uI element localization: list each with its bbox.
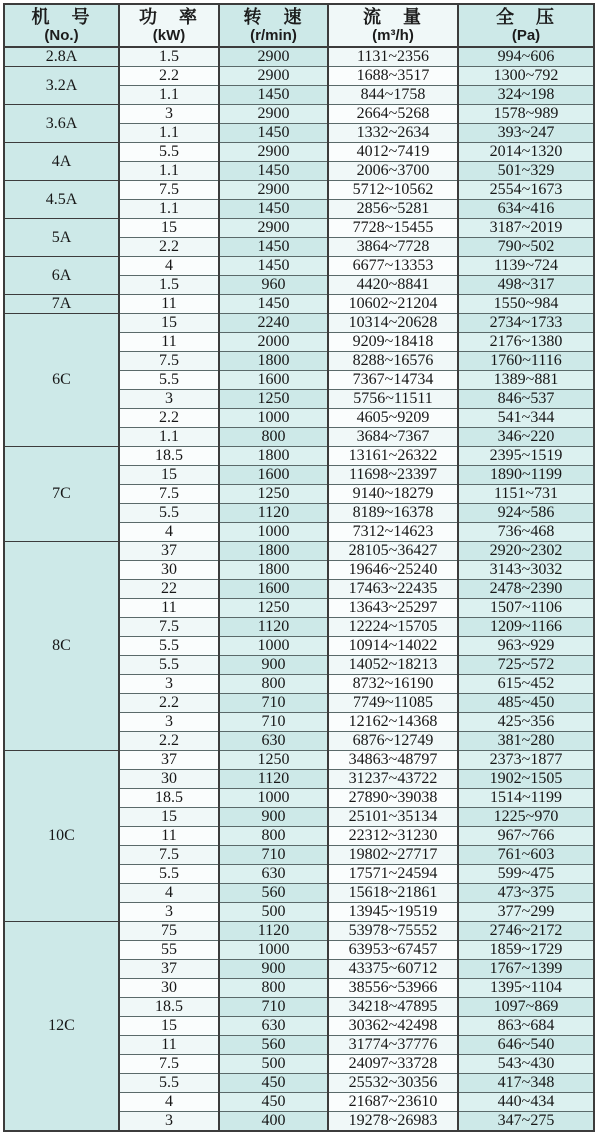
flow-cell: 6876~12749 xyxy=(328,732,458,751)
header-power-title: 功 率 xyxy=(139,7,199,27)
power-cell: 7.5 xyxy=(119,181,219,200)
pressure-cell: 324~198 xyxy=(458,86,594,105)
speed-cell: 800 xyxy=(219,428,328,447)
speed-cell: 710 xyxy=(219,694,328,713)
pressure-cell: 863~684 xyxy=(458,1017,594,1036)
power-cell: 5.5 xyxy=(119,371,219,390)
table-row xyxy=(4,922,594,941)
speed-cell: 900 xyxy=(219,656,328,675)
flow-cell: 8189~16378 xyxy=(328,504,458,523)
power-cell: 75 xyxy=(119,922,219,941)
spec-table-body xyxy=(4,47,594,1131)
power-cell: 18.5 xyxy=(119,447,219,466)
table-row xyxy=(4,105,594,124)
speed-cell: 710 xyxy=(219,713,328,732)
flow-cell: 2664~5268 xyxy=(328,105,458,124)
speed-cell: 2900 xyxy=(219,143,328,162)
flow-cell: 30362~42498 xyxy=(328,1017,458,1036)
flow-cell: 63953~67457 xyxy=(328,941,458,960)
flow-cell: 43375~60712 xyxy=(328,960,458,979)
pressure-cell: 634~416 xyxy=(458,200,594,219)
pressure-cell: 599~475 xyxy=(458,865,594,884)
flow-cell: 5712~10562 xyxy=(328,181,458,200)
speed-cell: 800 xyxy=(219,827,328,846)
speed-cell: 400 xyxy=(219,1112,328,1132)
flow-cell: 38556~53966 xyxy=(328,979,458,998)
power-cell: 7.5 xyxy=(119,1055,219,1074)
header-model-unit: (No.) xyxy=(44,27,79,44)
power-cell: 1.1 xyxy=(119,428,219,447)
model-cell: 7C xyxy=(4,447,119,542)
flow-cell: 19802~27717 xyxy=(328,846,458,865)
power-cell: 11 xyxy=(119,295,219,314)
power-cell: 1.1 xyxy=(119,124,219,143)
power-cell: 3 xyxy=(119,675,219,694)
pressure-cell: 2920~2302 xyxy=(458,542,594,561)
flow-cell: 11698~23397 xyxy=(328,466,458,485)
speed-cell: 2900 xyxy=(219,105,328,124)
power-cell: 2.2 xyxy=(119,732,219,751)
flow-cell: 4012~7419 xyxy=(328,143,458,162)
power-cell: 18.5 xyxy=(119,998,219,1017)
flow-cell: 19278~26983 xyxy=(328,1112,458,1132)
speed-cell: 1120 xyxy=(219,770,328,789)
table-row xyxy=(4,181,594,200)
flow-cell: 13643~25297 xyxy=(328,599,458,618)
speed-cell: 900 xyxy=(219,960,328,979)
power-cell: 4 xyxy=(119,523,219,542)
flow-cell: 2856~5281 xyxy=(328,200,458,219)
pressure-cell: 1395~1104 xyxy=(458,979,594,998)
power-cell: 22 xyxy=(119,580,219,599)
speed-cell: 500 xyxy=(219,903,328,922)
speed-cell: 960 xyxy=(219,276,328,295)
pressure-cell: 1859~1729 xyxy=(458,941,594,960)
table-row xyxy=(4,143,594,162)
speed-cell: 1800 xyxy=(219,352,328,371)
pressure-cell: 3187~2019 xyxy=(458,219,594,238)
power-cell: 15 xyxy=(119,1017,219,1036)
flow-cell: 12224~15705 xyxy=(328,618,458,637)
pressure-cell: 1890~1199 xyxy=(458,466,594,485)
speed-cell: 800 xyxy=(219,675,328,694)
pressure-cell: 1514~1199 xyxy=(458,789,594,808)
speed-cell: 1000 xyxy=(219,409,328,428)
speed-cell: 2900 xyxy=(219,181,328,200)
flow-cell: 10914~14022 xyxy=(328,637,458,656)
pressure-cell: 1550~984 xyxy=(458,295,594,314)
header-power xyxy=(119,4,219,47)
pressure-cell: 761~603 xyxy=(458,846,594,865)
flow-cell: 8732~16190 xyxy=(328,675,458,694)
table-row xyxy=(4,219,594,238)
speed-cell: 1000 xyxy=(219,789,328,808)
model-cell: 10C xyxy=(4,751,119,922)
flow-cell: 19646~25240 xyxy=(328,561,458,580)
speed-cell: 1600 xyxy=(219,580,328,599)
power-cell: 2.2 xyxy=(119,409,219,428)
speed-cell: 1000 xyxy=(219,941,328,960)
model-cell: 4.5A xyxy=(4,181,119,219)
flow-cell: 12162~14368 xyxy=(328,713,458,732)
speed-cell: 1120 xyxy=(219,618,328,637)
model-cell: 4A xyxy=(4,143,119,181)
power-cell: 7.5 xyxy=(119,352,219,371)
flow-cell: 34218~47895 xyxy=(328,998,458,1017)
speed-cell: 560 xyxy=(219,884,328,903)
power-cell: 1.1 xyxy=(119,200,219,219)
pressure-cell: 2395~1519 xyxy=(458,447,594,466)
power-cell: 5.5 xyxy=(119,143,219,162)
pressure-cell: 381~280 xyxy=(458,732,594,751)
speed-cell: 900 xyxy=(219,808,328,827)
table-header xyxy=(4,4,594,47)
pressure-cell: 1578~989 xyxy=(458,105,594,124)
flow-cell: 25101~35134 xyxy=(328,808,458,827)
speed-cell: 710 xyxy=(219,998,328,1017)
header-pressure-unit: (Pa) xyxy=(511,27,541,44)
table-row xyxy=(4,314,594,333)
pressure-cell: 2373~1877 xyxy=(458,751,594,770)
power-cell: 4 xyxy=(119,884,219,903)
power-cell: 3 xyxy=(119,713,219,732)
power-cell: 11 xyxy=(119,827,219,846)
power-cell: 3 xyxy=(119,390,219,409)
flow-cell: 31774~37776 xyxy=(328,1036,458,1055)
speed-cell: 1800 xyxy=(219,542,328,561)
pressure-cell: 1760~1116 xyxy=(458,352,594,371)
power-cell: 3 xyxy=(119,903,219,922)
fan-spec-table xyxy=(3,3,595,1132)
power-cell: 30 xyxy=(119,979,219,998)
pressure-cell: 1139~724 xyxy=(458,257,594,276)
pressure-cell: 1225~970 xyxy=(458,808,594,827)
pressure-cell: 473~375 xyxy=(458,884,594,903)
table-row xyxy=(4,47,594,67)
pressure-cell: 425~356 xyxy=(458,713,594,732)
pressure-cell: 2746~2172 xyxy=(458,922,594,941)
speed-cell: 2900 xyxy=(219,219,328,238)
flow-cell: 13945~19519 xyxy=(328,903,458,922)
pressure-cell: 2734~1733 xyxy=(458,314,594,333)
pressure-cell: 2014~1320 xyxy=(458,143,594,162)
model-cell: 5A xyxy=(4,219,119,257)
power-cell: 5.5 xyxy=(119,1074,219,1093)
power-cell: 2.2 xyxy=(119,238,219,257)
power-cell: 1.1 xyxy=(119,162,219,181)
speed-cell: 710 xyxy=(219,846,328,865)
flow-cell: 25532~30356 xyxy=(328,1074,458,1093)
header-power-unit: (kW) xyxy=(152,27,186,44)
header-speed-title: 转 速 xyxy=(243,7,304,27)
table-row xyxy=(4,751,594,770)
header-flow-title: 流 量 xyxy=(363,7,423,27)
power-cell: 2.2 xyxy=(119,694,219,713)
power-cell: 37 xyxy=(119,542,219,561)
flow-cell: 2006~3700 xyxy=(328,162,458,181)
pressure-cell: 3143~3032 xyxy=(458,561,594,580)
speed-cell: 2900 xyxy=(219,67,328,86)
speed-cell: 1250 xyxy=(219,485,328,504)
flow-cell: 7367~14734 xyxy=(328,371,458,390)
flow-cell: 844~1758 xyxy=(328,86,458,105)
flow-cell: 4420~8841 xyxy=(328,276,458,295)
speed-cell: 2900 xyxy=(219,47,328,67)
flow-cell: 31237~43722 xyxy=(328,770,458,789)
pressure-cell: 725~572 xyxy=(458,656,594,675)
flow-cell: 27890~39038 xyxy=(328,789,458,808)
model-cell: 3.2A xyxy=(4,67,119,105)
flow-cell: 28105~36427 xyxy=(328,542,458,561)
speed-cell: 1120 xyxy=(219,922,328,941)
model-cell: 6A xyxy=(4,257,119,295)
pressure-cell: 1300~792 xyxy=(458,67,594,86)
pressure-cell: 967~766 xyxy=(458,827,594,846)
pressure-cell: 1767~1399 xyxy=(458,960,594,979)
flow-cell: 22312~31230 xyxy=(328,827,458,846)
flow-cell: 3864~7728 xyxy=(328,238,458,257)
power-cell: 7.5 xyxy=(119,846,219,865)
power-cell: 11 xyxy=(119,1036,219,1055)
speed-cell: 1450 xyxy=(219,162,328,181)
power-cell: 11 xyxy=(119,333,219,352)
flow-cell: 1688~3517 xyxy=(328,67,458,86)
flow-cell: 8288~16576 xyxy=(328,352,458,371)
speed-cell: 2240 xyxy=(219,314,328,333)
pressure-cell: 790~502 xyxy=(458,238,594,257)
pressure-cell: 440~434 xyxy=(458,1093,594,1112)
flow-cell: 13161~26322 xyxy=(328,447,458,466)
speed-cell: 2000 xyxy=(219,333,328,352)
header-speed xyxy=(219,4,328,47)
model-cell: 7A xyxy=(4,295,119,314)
speed-cell: 630 xyxy=(219,732,328,751)
pressure-cell: 1507~1106 xyxy=(458,599,594,618)
pressure-cell: 541~344 xyxy=(458,409,594,428)
speed-cell: 1250 xyxy=(219,390,328,409)
speed-cell: 1800 xyxy=(219,447,328,466)
pressure-cell: 736~468 xyxy=(458,523,594,542)
power-cell: 2.2 xyxy=(119,67,219,86)
flow-cell: 7312~14623 xyxy=(328,523,458,542)
pressure-cell: 994~606 xyxy=(458,47,594,67)
pressure-cell: 2478~2390 xyxy=(458,580,594,599)
flow-cell: 1131~2356 xyxy=(328,47,458,67)
speed-cell: 630 xyxy=(219,1017,328,1036)
pressure-cell: 1097~869 xyxy=(458,998,594,1017)
pressure-cell: 346~220 xyxy=(458,428,594,447)
pressure-cell: 646~540 xyxy=(458,1036,594,1055)
pressure-cell: 1151~731 xyxy=(458,485,594,504)
flow-cell: 17571~24594 xyxy=(328,865,458,884)
pressure-cell: 846~537 xyxy=(458,390,594,409)
flow-cell: 14052~18213 xyxy=(328,656,458,675)
pressure-cell: 963~929 xyxy=(458,637,594,656)
power-cell: 37 xyxy=(119,960,219,979)
pressure-cell: 377~299 xyxy=(458,903,594,922)
power-cell: 5.5 xyxy=(119,637,219,656)
table-row xyxy=(4,447,594,466)
speed-cell: 560 xyxy=(219,1036,328,1055)
model-cell: 3.6A xyxy=(4,105,119,143)
speed-cell: 1600 xyxy=(219,466,328,485)
speed-cell: 1450 xyxy=(219,295,328,314)
pressure-cell: 347~275 xyxy=(458,1112,594,1132)
speed-cell: 1450 xyxy=(219,238,328,257)
speed-cell: 1800 xyxy=(219,561,328,580)
pressure-cell: 1209~1166 xyxy=(458,618,594,637)
header-row xyxy=(4,4,594,47)
pressure-cell: 2176~1380 xyxy=(458,333,594,352)
speed-cell: 1600 xyxy=(219,371,328,390)
power-cell: 15 xyxy=(119,314,219,333)
header-model xyxy=(4,4,119,47)
power-cell: 1.5 xyxy=(119,276,219,295)
flow-cell: 10602~21204 xyxy=(328,295,458,314)
flow-cell: 15618~21861 xyxy=(328,884,458,903)
power-cell: 30 xyxy=(119,770,219,789)
flow-cell: 21687~23610 xyxy=(328,1093,458,1112)
flow-cell: 10314~20628 xyxy=(328,314,458,333)
pressure-cell: 2554~1673 xyxy=(458,181,594,200)
pressure-cell: 615~452 xyxy=(458,675,594,694)
flow-cell: 3684~7367 xyxy=(328,428,458,447)
power-cell: 30 xyxy=(119,561,219,580)
speed-cell: 1250 xyxy=(219,599,328,618)
pressure-cell: 498~317 xyxy=(458,276,594,295)
model-cell: 12C xyxy=(4,922,119,1132)
power-cell: 4 xyxy=(119,1093,219,1112)
table-row xyxy=(4,257,594,276)
speed-cell: 1120 xyxy=(219,504,328,523)
power-cell: 15 xyxy=(119,219,219,238)
power-cell: 5.5 xyxy=(119,656,219,675)
power-cell: 1.5 xyxy=(119,47,219,67)
power-cell: 7.5 xyxy=(119,485,219,504)
header-model-title: 机 号 xyxy=(31,7,92,27)
speed-cell: 630 xyxy=(219,865,328,884)
power-cell: 5.5 xyxy=(119,865,219,884)
flow-cell: 6677~13353 xyxy=(328,257,458,276)
table-row xyxy=(4,67,594,86)
speed-cell: 1450 xyxy=(219,124,328,143)
pressure-cell: 1389~881 xyxy=(458,371,594,390)
speed-cell: 1000 xyxy=(219,523,328,542)
power-cell: 4 xyxy=(119,257,219,276)
power-cell: 5.5 xyxy=(119,504,219,523)
header-flow xyxy=(328,4,458,47)
power-cell: 15 xyxy=(119,466,219,485)
flow-cell: 53978~75552 xyxy=(328,922,458,941)
pressure-cell: 417~348 xyxy=(458,1074,594,1093)
header-pressure-title: 全 压 xyxy=(496,7,556,27)
flow-cell: 9209~18418 xyxy=(328,333,458,352)
pressure-cell: 924~586 xyxy=(458,504,594,523)
flow-cell: 4605~9209 xyxy=(328,409,458,428)
speed-cell: 1000 xyxy=(219,637,328,656)
header-pressure xyxy=(458,4,594,47)
flow-cell: 24097~33728 xyxy=(328,1055,458,1074)
pressure-cell: 543~430 xyxy=(458,1055,594,1074)
power-cell: 55 xyxy=(119,941,219,960)
power-cell: 7.5 xyxy=(119,618,219,637)
speed-cell: 800 xyxy=(219,979,328,998)
header-speed-unit: (r/min) xyxy=(250,27,297,44)
model-cell: 6C xyxy=(4,314,119,447)
speed-cell: 450 xyxy=(219,1074,328,1093)
power-cell: 1.1 xyxy=(119,86,219,105)
pressure-cell: 393~247 xyxy=(458,124,594,143)
flow-cell: 1332~2634 xyxy=(328,124,458,143)
flow-cell: 34863~48797 xyxy=(328,751,458,770)
table-row xyxy=(4,295,594,314)
power-cell: 18.5 xyxy=(119,789,219,808)
power-cell: 3 xyxy=(119,1112,219,1132)
speed-cell: 500 xyxy=(219,1055,328,1074)
power-cell: 37 xyxy=(119,751,219,770)
speed-cell: 1450 xyxy=(219,200,328,219)
pressure-cell: 485~450 xyxy=(458,694,594,713)
pressure-cell: 501~329 xyxy=(458,162,594,181)
header-flow-unit: (m³/h) xyxy=(372,27,414,44)
model-cell: 2.8A xyxy=(4,47,119,67)
speed-cell: 450 xyxy=(219,1093,328,1112)
power-cell: 3 xyxy=(119,105,219,124)
speed-cell: 1450 xyxy=(219,86,328,105)
pressure-cell: 1902~1505 xyxy=(458,770,594,789)
speed-cell: 1450 xyxy=(219,257,328,276)
flow-cell: 17463~22435 xyxy=(328,580,458,599)
flow-cell: 7728~15455 xyxy=(328,219,458,238)
flow-cell: 5756~11511 xyxy=(328,390,458,409)
model-cell: 8C xyxy=(4,542,119,751)
flow-cell: 9140~18279 xyxy=(328,485,458,504)
table-row xyxy=(4,542,594,561)
power-cell: 11 xyxy=(119,599,219,618)
flow-cell: 7749~11085 xyxy=(328,694,458,713)
power-cell: 15 xyxy=(119,808,219,827)
speed-cell: 1250 xyxy=(219,751,328,770)
